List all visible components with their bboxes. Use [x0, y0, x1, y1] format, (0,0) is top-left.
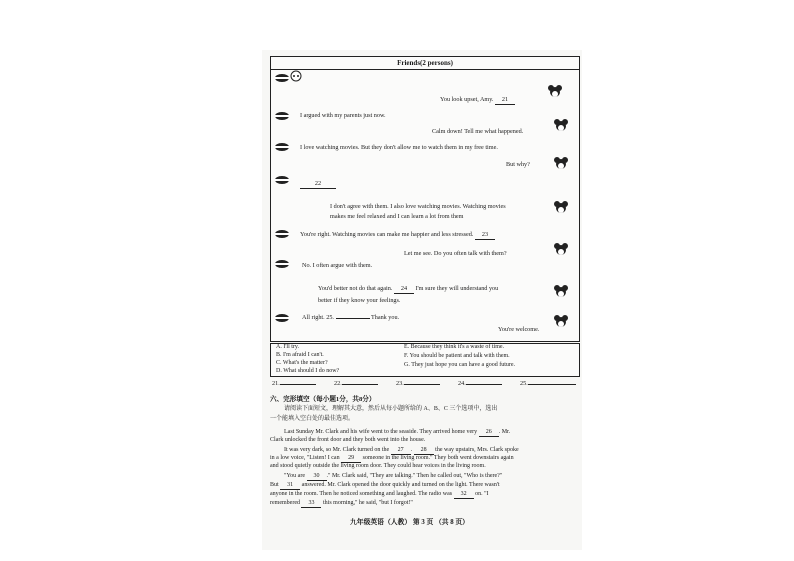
- option-g: G. They just hope you can have a good future.: [404, 362, 516, 368]
- blank-32[interactable]: 32: [454, 490, 474, 499]
- boy-avatar-icon: [274, 312, 290, 324]
- blank-29[interactable]: 29: [341, 454, 361, 463]
- passage-line: "You are 30 ." Mr. Clark said, "They are talking." Then he called out, "Who is there?": [284, 472, 502, 481]
- boy-avatar-icon: [274, 228, 290, 240]
- dialogue-line: You're right. Watching movies can make me happier and less stressed. 23: [300, 231, 495, 240]
- dialogue-line: I love watching movies. But they don't allow me to watch them in my free time.: [300, 144, 498, 151]
- passage-line: anyone in the room. Then he noticed something and laughed. The radio was 32 on. "I: [270, 490, 489, 499]
- option-a: A. I'll try.: [276, 344, 300, 350]
- blank-24[interactable]: 24: [394, 285, 414, 294]
- blank-25[interactable]: [336, 318, 370, 319]
- blank-23[interactable]: 23: [475, 231, 495, 240]
- boy-avatar-icon: [274, 141, 290, 153]
- blank-26[interactable]: 26: [479, 428, 499, 437]
- instruction-line: 请阅读下面短文，理解其大意，然后从每小题所给的 A、B、C 三个选项中，选出: [284, 406, 498, 412]
- passage-line: Clark unlocked the front door and they both went into the house.: [270, 437, 426, 443]
- option-b: B. I'm afraid I can't.: [276, 352, 324, 358]
- girl-avatar-icon: [554, 156, 568, 172]
- dialogue-line: I don't agree with them. I also love watching movies. Watching movies: [330, 203, 506, 210]
- dialogue-line: You're welcome.: [498, 326, 540, 333]
- boy-avatar-icon: [274, 258, 290, 270]
- passage-line: It was very dark, so Mr. Clark turned on the 27 . 28 the way upstairs, Mrs. Clark spoke: [284, 446, 519, 455]
- option-d: D. What should I do now?: [276, 368, 340, 374]
- dialogue-line: You look upset, Amy. 21: [440, 96, 515, 105]
- answer-21[interactable]: 21.: [272, 380, 316, 387]
- blank-31[interactable]: 31: [280, 481, 300, 490]
- instruction-line: 一个能填入空白处的最佳选项。: [270, 416, 355, 422]
- option-f: F. You should be patient and talk with them.: [404, 353, 510, 359]
- answer-23[interactable]: 23.: [396, 380, 440, 387]
- girl-avatar-icon: [554, 200, 568, 216]
- blank-27[interactable]: 27: [391, 446, 411, 455]
- blank-21[interactable]: 21: [495, 96, 515, 105]
- dialogue-line: You'd better not do that again. 24 I'm sure they will understand you: [318, 285, 499, 292]
- dialogue-line: I argued with my parents just now.: [300, 112, 386, 119]
- dialogue-line: But why?: [506, 161, 530, 168]
- passage-line: Last Sunday Mr. Clark and his wife went to the seaside. They arrived home very 26 . Mr.: [284, 428, 510, 437]
- section-heading: 六、完形填空（每小题1分，共8分）: [270, 396, 376, 403]
- girl-avatar-icon: [554, 118, 568, 134]
- blank-22[interactable]: 22: [300, 180, 336, 189]
- dialogue-line: Let me see. Do you often talk with them?: [404, 250, 507, 257]
- boy-avatar-icon: [274, 110, 290, 122]
- blank-30[interactable]: 30: [307, 472, 327, 481]
- option-e: E. Because they think it's a waste of time.: [404, 344, 505, 350]
- blank-28[interactable]: 28: [414, 446, 434, 455]
- option-c: C. What's the matter?: [276, 360, 328, 366]
- dialogue-title: Friends(2 persons): [271, 57, 579, 70]
- girl-avatar-icon: [554, 242, 568, 258]
- passage-line: remembered 33 this morning," he said, "but I forgot!": [270, 499, 413, 508]
- answer-25[interactable]: 25.: [520, 380, 576, 387]
- passage-line: and stood quietly outside the living room door. They could hear voices in the living room.: [270, 463, 486, 469]
- dialogue-line: makes me feel relaxed and I can learn a lot from them: [330, 213, 464, 220]
- dialogue-line: No. I often argue with them.: [302, 262, 373, 269]
- boy-avatar-icon: [274, 174, 290, 186]
- blank-33[interactable]: 33: [301, 499, 321, 508]
- girl-avatar-icon: [290, 70, 302, 84]
- girl-avatar-icon: [554, 284, 568, 300]
- dialogue-box: [270, 56, 580, 342]
- girl-avatar-icon: [554, 314, 568, 330]
- dialogue-line: All right. 25. Thank you.: [302, 314, 400, 321]
- page-footer: 九年级英语（人教） 第 3 页 （共 8 页）: [350, 519, 469, 526]
- dialogue-line: better if they know your feelings.: [318, 297, 401, 304]
- boy-avatar-icon: [274, 72, 290, 84]
- answer-24[interactable]: 24.: [458, 380, 502, 387]
- passage-line: in a low voice, "Listen! I can 29 someone in the living room." They both went downstairs again: [270, 454, 514, 463]
- answer-22[interactable]: 22.: [334, 380, 378, 387]
- dialogue-line: Calm down! Tell me what happened.: [432, 128, 524, 135]
- dialogue-line: [300, 180, 336, 189]
- girl-avatar-icon: [548, 84, 562, 100]
- passage-line: But 31 answered. Mr. Clark opened the door quickly and turned on the light. There wasn't: [270, 481, 500, 490]
